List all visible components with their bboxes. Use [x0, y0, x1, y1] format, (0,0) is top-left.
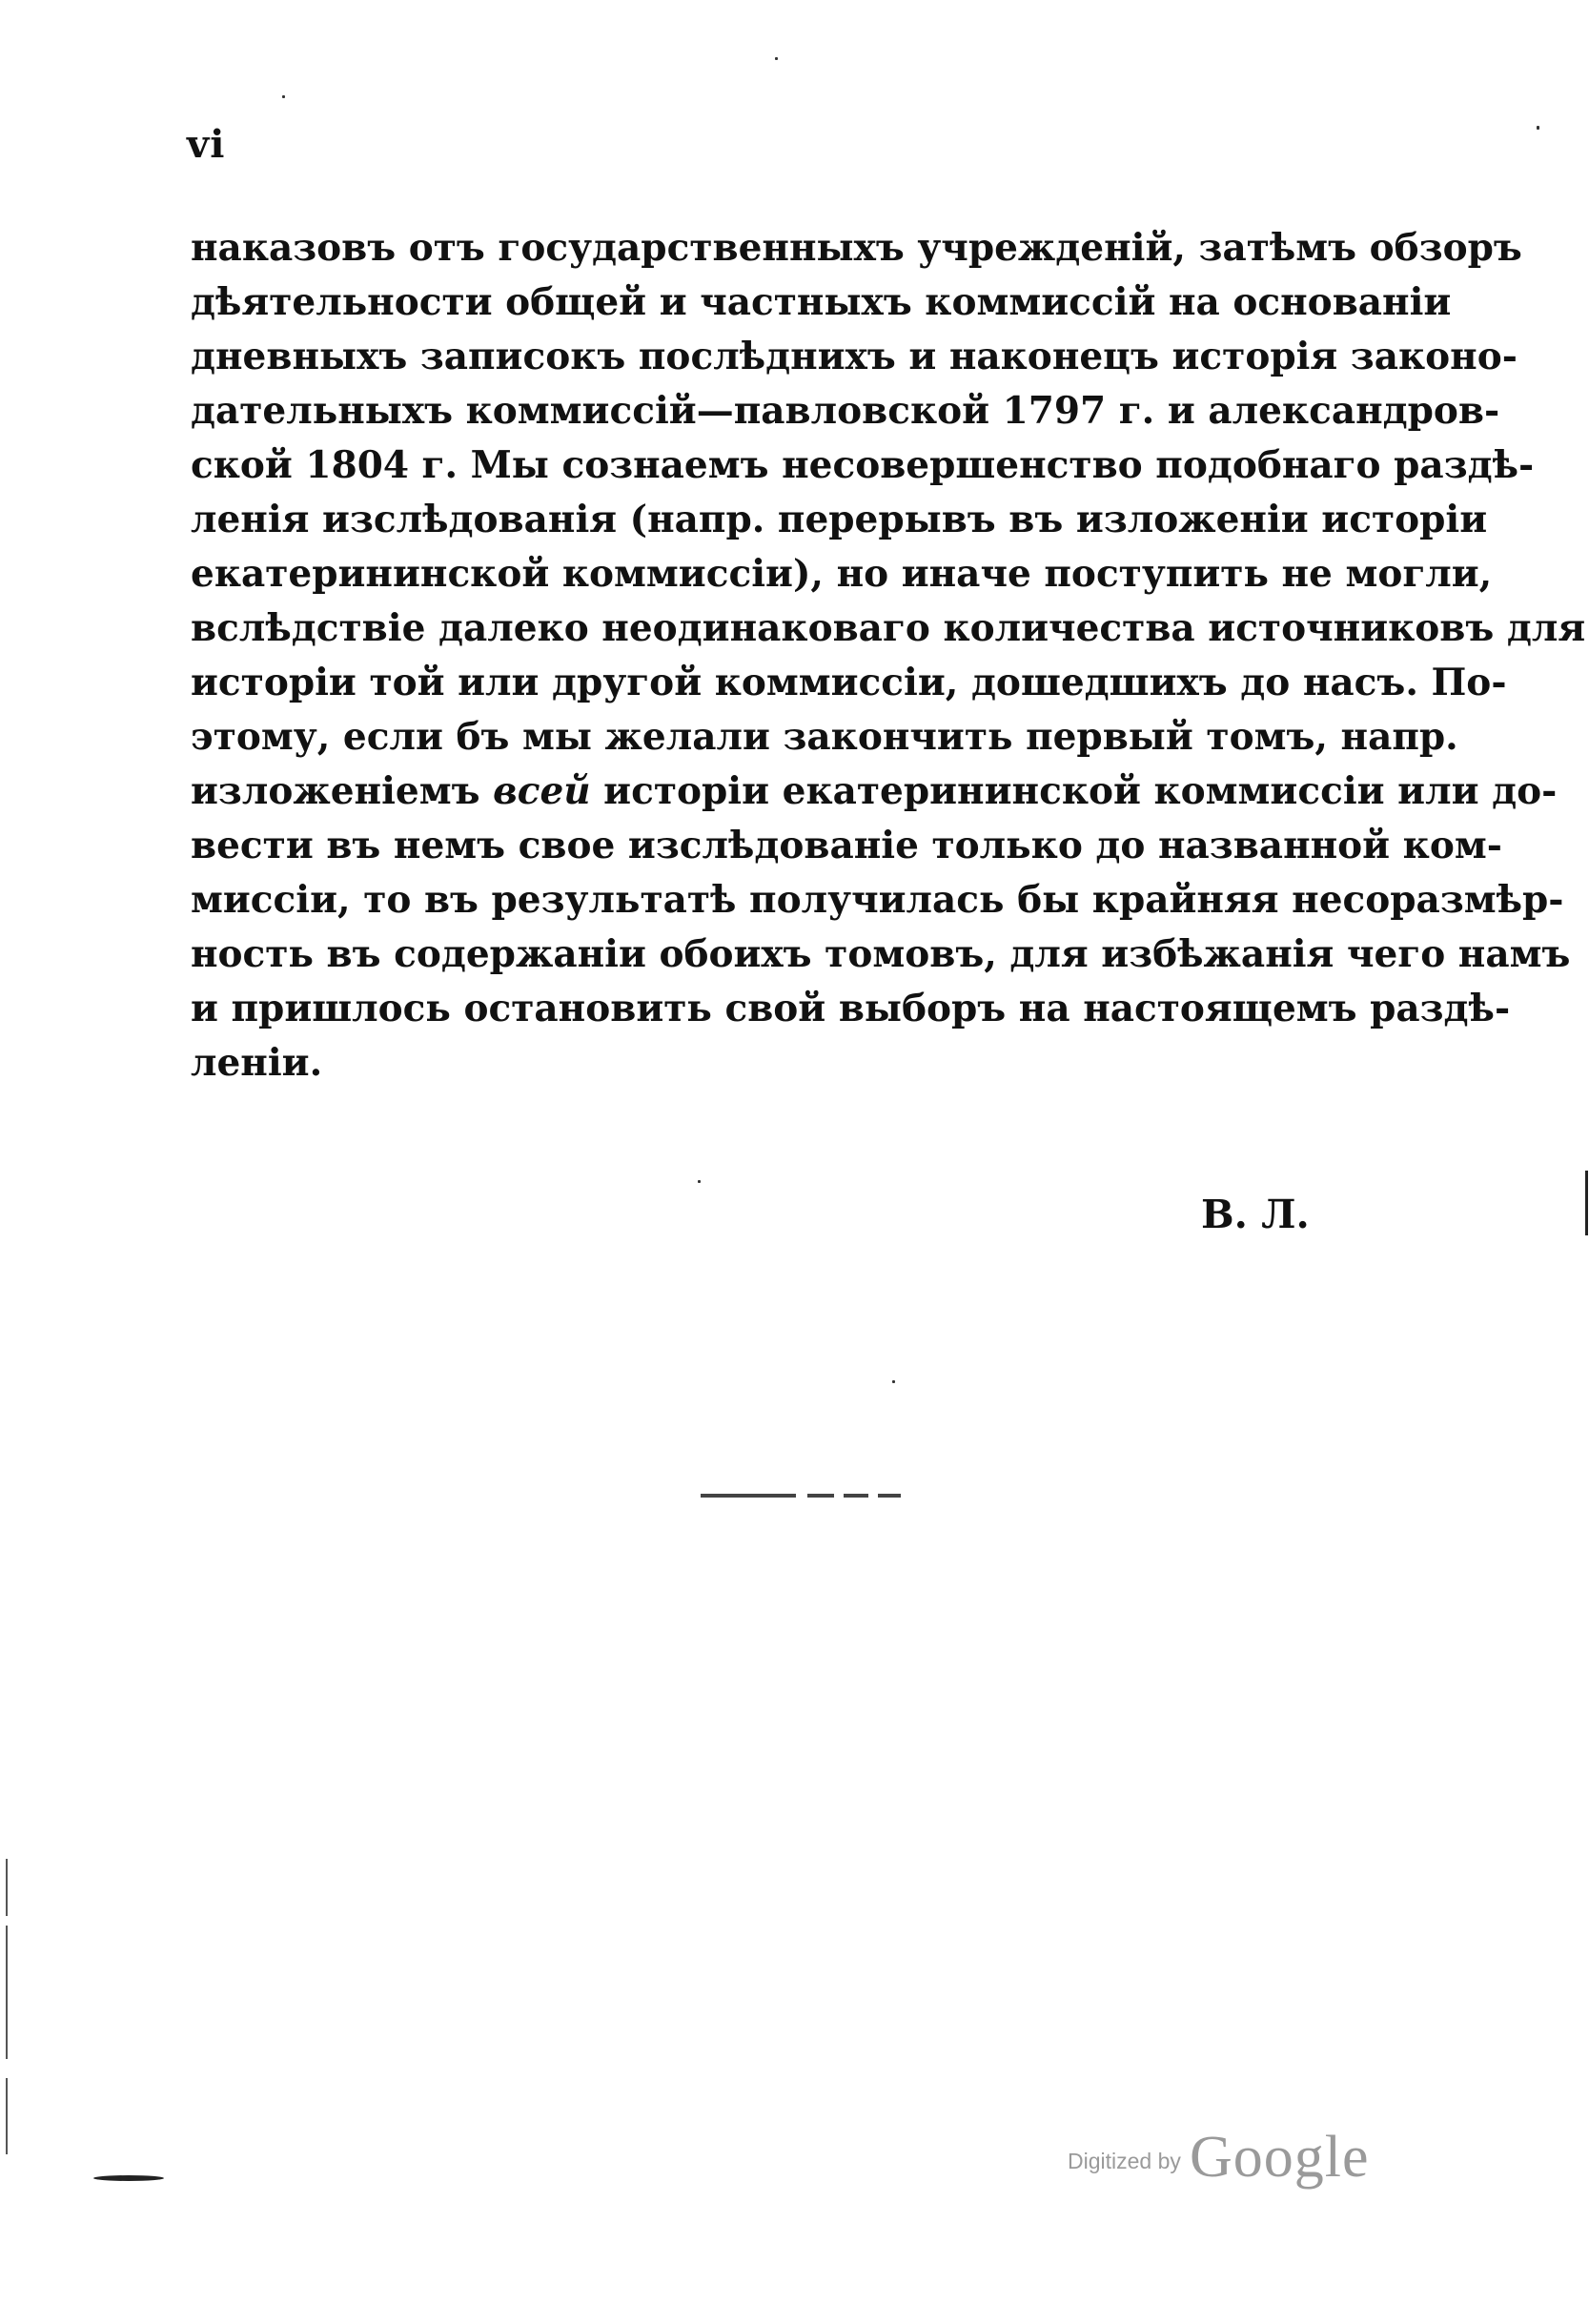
text-line: миссіи, то въ результатѣ получилась бы крайняя несоразмѣр- [191, 878, 1564, 922]
page-number: vi [187, 122, 226, 167]
scan-speck [775, 57, 778, 60]
scan-speck [282, 95, 285, 98]
text-line: дневныхъ записокъ послѣднихъ и наконецъ исторія законо- [191, 335, 1518, 378]
watermark-prefix: Digitized by [1068, 2149, 1181, 2173]
text-line: екатерининской коммиссіи), но иначе поступить не могли, [191, 552, 1493, 596]
text-line: ленія изслѣдованія (напр. перерывъ въ изложеніи исторіи [191, 498, 1488, 541]
scan-edge-line [6, 2078, 8, 2154]
google-logo: Google [1189, 2125, 1370, 2190]
section-divider [701, 1494, 901, 1498]
text-line-with-emphasis [191, 764, 1558, 819]
text-line: наказовъ отъ государственныхъ учрежденій, затѣмъ обзоръ [191, 226, 1522, 270]
scan-smudge [93, 2175, 164, 2181]
emphasized-word: всей [493, 769, 591, 813]
text-line: ской 1804 г. Мы сознаемъ несовершенство подобнаго раздѣ- [191, 443, 1535, 487]
text-line: дѣятельности общей и частныхъ коммиссій на основаніи [191, 280, 1452, 324]
digitized-watermark [1068, 2124, 1370, 2191]
text-line: вслѣдствіе далеко неодинаковаго количества источниковъ для [191, 606, 1586, 650]
text-segment: исторіи екатерининской коммиссіи или до- [590, 769, 1558, 813]
scan-speck [1537, 126, 1539, 130]
text-line: и пришлось остановить свой выборъ на настоящемъ раздѣ- [191, 987, 1511, 1030]
scan-edge-line [6, 1859, 8, 1916]
scan-speck [698, 1180, 701, 1183]
text-line: исторіи той или другой коммиссіи, дошедшихъ до насъ. По- [191, 661, 1507, 704]
text-segment: изложеніемъ [191, 769, 494, 813]
text-line: вести въ немъ свое изслѣдованіе только до названной ком- [191, 824, 1502, 867]
text-line: дательныхъ коммиссій—павловской 1797 г. и александров- [191, 389, 1500, 433]
author-signature: В. Л. [1201, 1192, 1310, 1237]
scan-speck [892, 1380, 895, 1383]
body-text [191, 221, 1586, 1091]
text-line: ность въ содержаніи обоихъ томовъ, для избѣжанія чего намъ [191, 932, 1571, 976]
text-line-final: леніи. [191, 1041, 323, 1085]
scan-edge-line [1585, 1171, 1588, 1235]
scan-edge-line [6, 1926, 8, 2059]
text-line: этому, если бъ мы желали закончить первый томъ, напр. [191, 715, 1458, 759]
